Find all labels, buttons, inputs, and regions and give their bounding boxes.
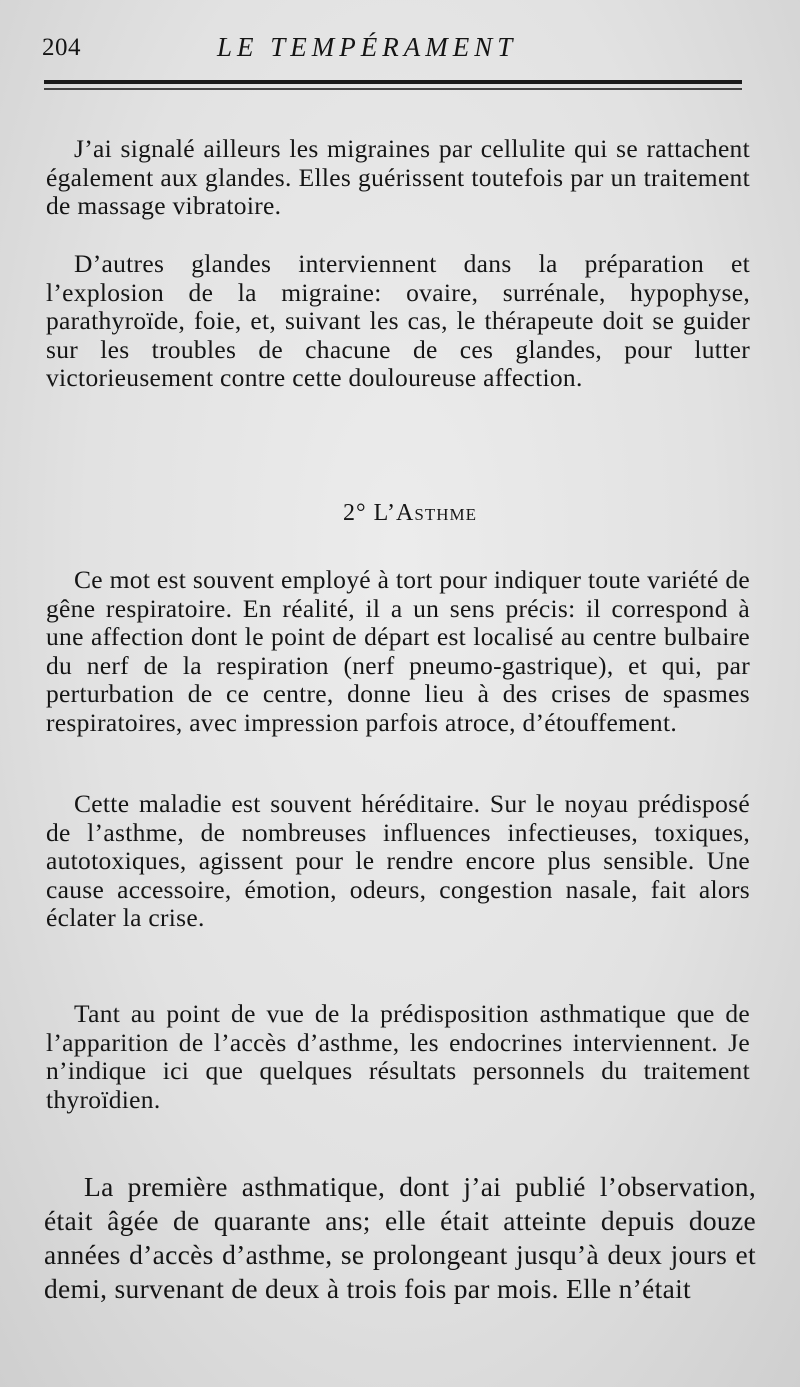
section-heading: [0, 500, 800, 527]
section-number: 2°: [342, 500, 367, 526]
header-rule-thin: [44, 88, 742, 90]
paragraph-endocrines: Tant au point de vue de la prédisposition asthmatique que de l’apparition de l’accès d’asthme, les endocrines interviennent. Je n’indique ici que quelques résultats personnels du traitement thyroïdien.: [46, 999, 750, 1114]
paragraph-other-glands: D’autres glandes interviennent dans la préparation et l’explosion de la migraine: ovaire, surrénale, hypophyse, parathyroïde, foie, et, suivant les cas, le thérapeute doit se guider sur les troubles de chacune de ces glandes, pour lutter victorieusement contre cette douloureuse affection.: [46, 249, 750, 392]
running-title: LE TEMPÉRAMENT: [217, 32, 518, 62]
page-header: [42, 30, 742, 70]
header-rule-thick: [44, 80, 742, 84]
paragraph-cellulite-migraines: J’ai signalé ailleurs les migraines par cellulite qui se rattachent également aux glandes. Elles guérissent toutefois par un traitement de massage vibratoire.: [46, 134, 750, 220]
paragraph-hereditary: Cette maladie est souvent héréditaire. Sur le noyau prédisposé de l’asthme, de nombreuses influences infectieuses, toxiques, autotoxiques, agissent pour le rendre encore plus sensible. Une cause accessoire, émotion, odeurs, congestion nasale, fait alors éclater la crise.: [46, 789, 750, 932]
section-title: L’Asthme: [373, 500, 477, 526]
paragraph-asthma-definition: Ce mot est souvent employé à tort pour indiquer toute variété de gêne respiratoire. En réalité, il a un sens précis: il correspond à une affection dont le point de départ est localisé au centre bulbaire du nerf de la respiration (nerf pneumo-gastrique), et qui, par perturbation de ce centre, donne lieu à des crises de spasmes respiratoires, avec impression parfois atroce, d’étouffement.: [46, 565, 750, 737]
page-number: 204: [42, 34, 81, 61]
paragraph-first-patient: La première asthmatique, dont j’ai publié l’observation, était âgée de quarante ans; elle était atteinte depuis douze années d’accès d’asthme, se prolongeant jusqu’à deux jours et demi, survenant de deux à trois fois par mois. Elle n’était: [44, 1171, 756, 1304]
